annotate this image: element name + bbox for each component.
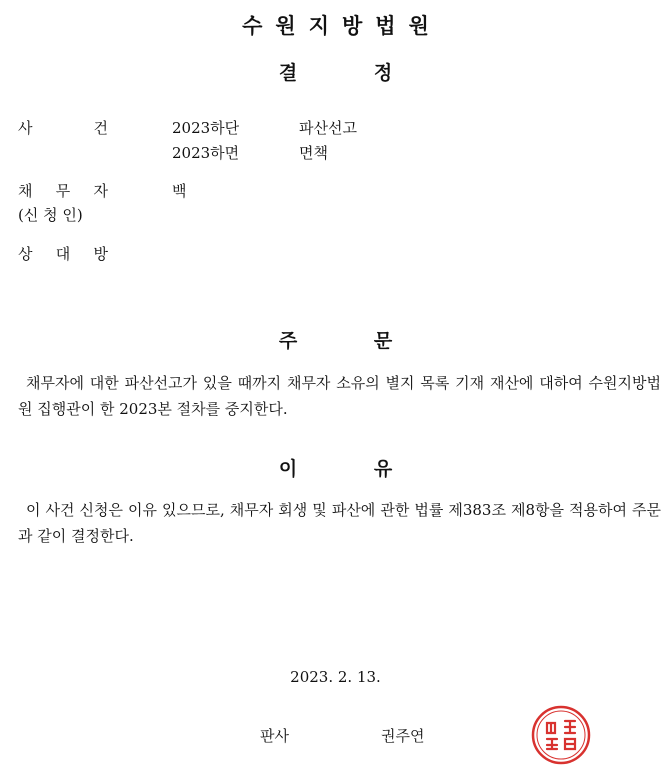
title-char: 정 <box>373 62 393 84</box>
case-label: 사 건 <box>18 119 108 137</box>
court-name: 수원지방법원 <box>242 14 442 38</box>
decision-date: 2023. 2. 13. <box>290 668 381 686</box>
order-heading: 주 문 <box>278 330 393 352</box>
case-number: 2023하단 <box>172 119 240 137</box>
case-type: 파산선고 <box>299 119 357 137</box>
title-char: 결 <box>278 62 298 84</box>
court-seal-icon <box>529 703 593 767</box>
document-title <box>0 58 671 85</box>
debtor-label: 채 무 자 <box>18 182 108 200</box>
order-text: 채무자에 대한 파산선고가 있을 때까지 채무자 소유의 별지 목록 기재 재산에 대하여 수원지방법원 집행관이 한 2023본 절차를 중지한다. <box>18 374 661 418</box>
case-type: 면책 <box>299 144 328 162</box>
reason-heading: 이 유 <box>278 458 393 480</box>
case-number: 2023하면 <box>172 144 240 162</box>
applicant-label: (신 청 인) <box>18 206 83 224</box>
judge-title: 판사 <box>260 727 289 745</box>
opponent-label: 상 대 방 <box>18 245 108 263</box>
reason-text: 이 사건 신청은 이유 있으므로, 채무자 회생 및 파산에 관한 법률 제383조 제8항을 적용하여 주문과 같이 결정한다. <box>18 501 661 545</box>
debtor-name: 백 <box>172 182 187 200</box>
judge-name: 권주연 <box>381 727 425 745</box>
